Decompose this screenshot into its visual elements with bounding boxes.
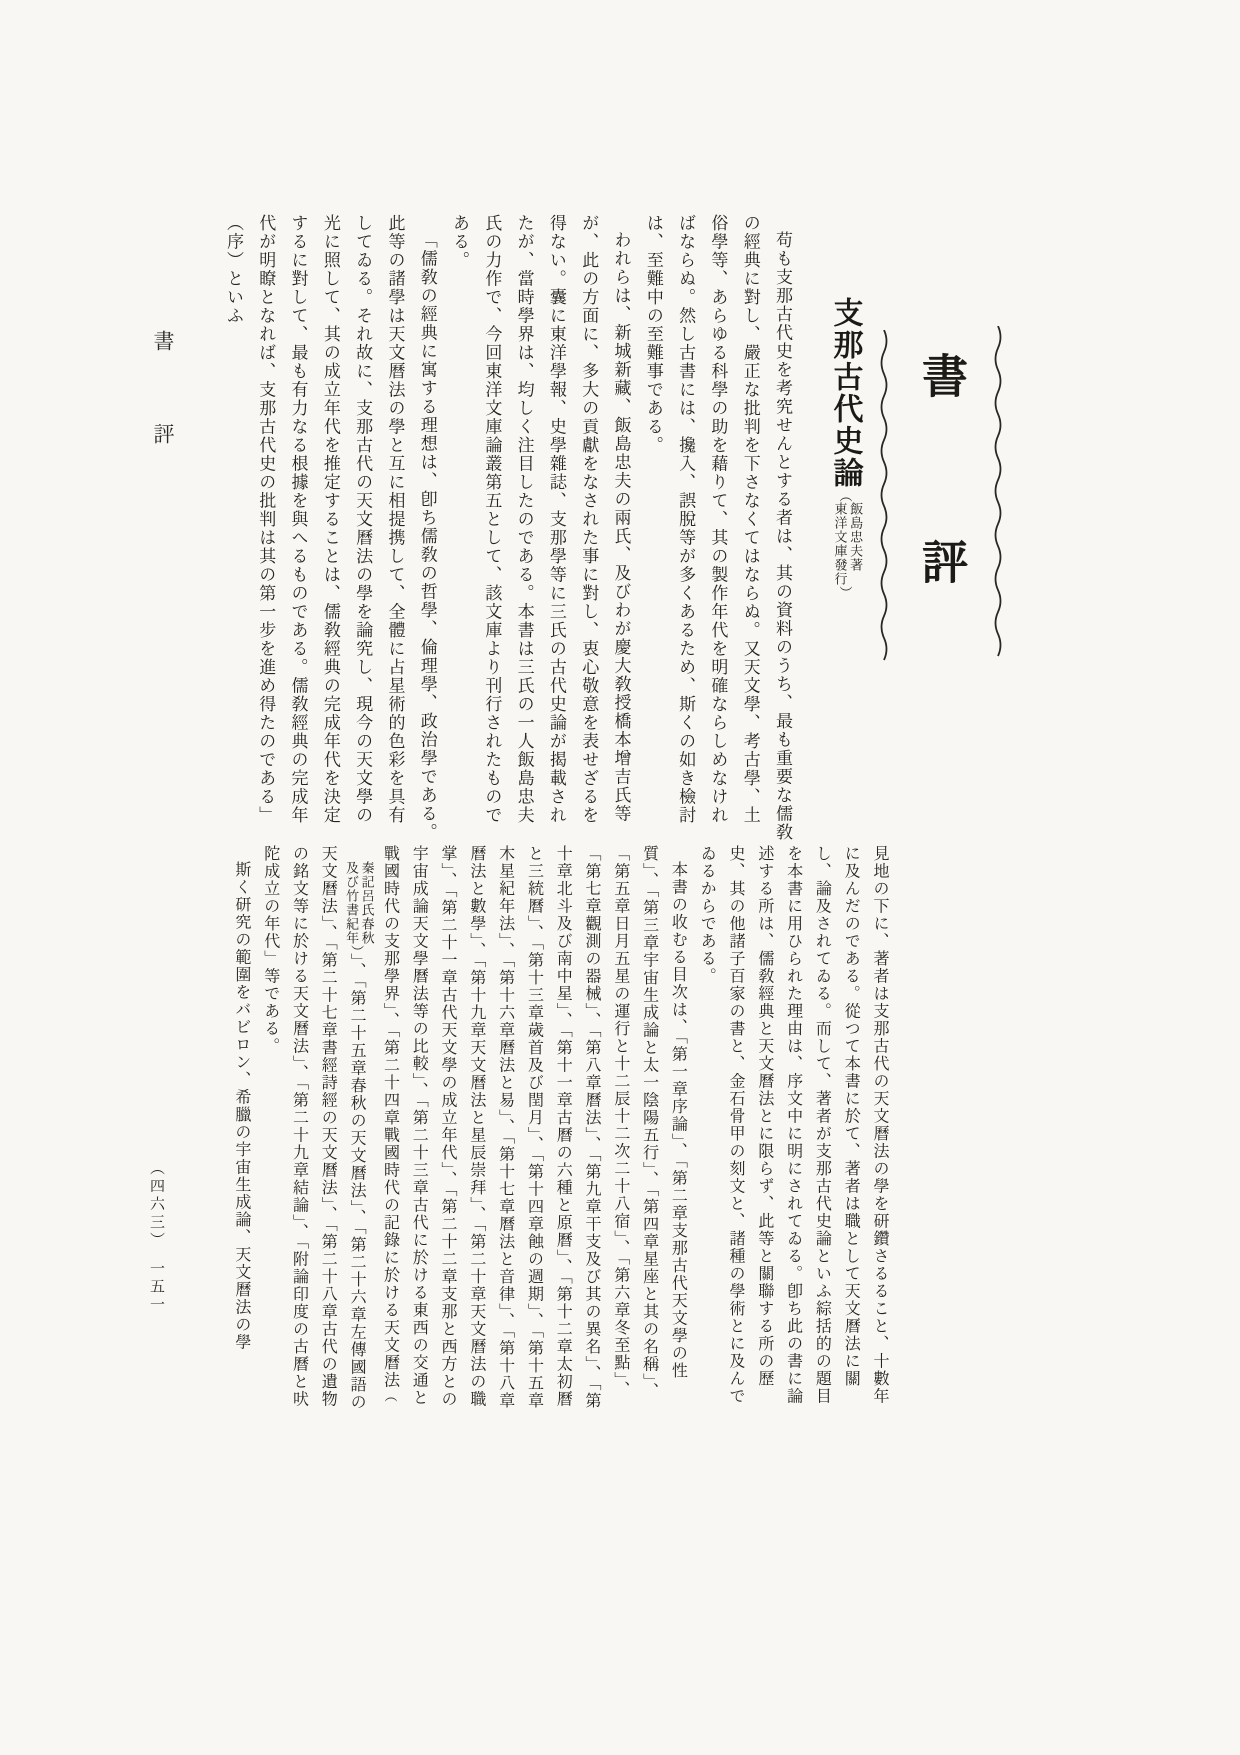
paragraph-3: 「儒敎の經典に寓する理想は、卽ち儒敎の哲學、倫理學、政治學である。此等の諸學は天文曆法の學と互に相提携して、全體に占星術的色彩を具有してゐる。それ故に、支那古代の天文曆法の學を論究し、現今の天文學の光に照して、其の成立年代を推定することは、儒敎經典の完成年代を決定するに對して、最も有力なる根據を與へるものである。儒敎經典の完成年代が明瞭となれば、支那古代史の批判は其の第一步を進め得たのである」（序）といふ: [223, 214, 437, 842]
book-title-note: [832, 489, 864, 599]
note-open-paren: （: [837, 489, 853, 502]
note-close-paren: ）: [837, 586, 853, 599]
book-title: 支那古代史論: [828, 297, 862, 489]
review-body-lower: [198, 845, 893, 1417]
note-publisher: 東洋文庫發行: [832, 502, 848, 586]
inline-note-close-paren: ）: [349, 945, 365, 953]
paragraph-1: 苟も支那古代史を考究せんとする者は、其の資料のうち、最も重要な儒敎の經典に對し、嚴正な批判を下さなくてはならぬ。又天文學、考古學、土俗學等、あらゆる科學の助を藉りて、其の製作年代を明確ならしめなければならぬ。然し古書には、攙入、誤脫等が多くあるため、斯くの如き檢討は、至難中の至難事である。: [643, 214, 792, 842]
note-columns: [832, 502, 863, 586]
paragraph-4: 見地の下に、著者は支那古代の天文曆法の學を研鑽さるること、十數年に及んだのである。從つて本書に於て、著者は職として天文曆法に關し、論及されてゐる。而して、著者が支那古代史論といふ綜括的の題目を本書に用ひられた理由は、序文中に明にされてゐる。卽ち此の書に論述する所は、儒敎經典と天文曆法とに限らず、此等と關聯する所の歷史、其の他諸子百家の書と、金石骨甲の刻文と、諸種の學術とに及んでゐるからである。: [698, 845, 888, 1405]
wavy-rule-right: [992, 326, 1004, 660]
toc-text-b: 」、「第二十五章春秋の天文曆法」、「第二十六章左傳國語の天文曆法」、「第二十七章書經詩經の天文曆法」、「第二十八章古代の遺物の銘文等に於ける天文曆法」、「第二十九章結論」、「附論印度の古曆と吠陀成立の年代」等である。: [261, 845, 366, 1411]
page-number: （四六三） 一五一: [148, 1160, 164, 1315]
section-masthead-title: 書 評: [916, 352, 967, 600]
paragraph-6: 斯く研究の範圍をバビロン、希臘の宇宙生成論、天文曆法の學: [232, 861, 250, 1351]
wavy-rule-left: [878, 330, 890, 664]
inline-note-open-paren: （: [382, 1389, 398, 1404]
note-author: 飯島忠夫著: [848, 502, 864, 572]
inline-note-line1: 秦記呂氏春秋: [359, 861, 375, 945]
paragraph-2: われらは、新城新藏、飯島忠夫の兩氏、及びわが慶大敎授橋本增吉氏等が、此の方面に、多大の貢獻をなされた事に對し、衷心敬意を表せざるを得ない。囊に東洋學報、史學雜誌、支那學等に三氏の古代史論が揭載されたが、當時學界は、均しく注目したのである。本書は三氏の一人飯島忠夫氏の力作で、今回東洋文庫論叢第五として、該文庫より刊行されたものである。: [450, 214, 631, 825]
inline-note-line2: 及び竹書紀年: [344, 861, 360, 945]
running-head: 書評: [151, 330, 175, 516]
inline-note-columns: [343, 845, 374, 945]
review-body-upper: [208, 214, 798, 842]
paragraph-5-toc: [255, 845, 692, 1417]
toc-text-a: 本書の收むる目次は、「第一章序論」、「第二章支那古代天文學の性質」、「第三章宇宙生成論と太一陰陽五行」、「第四章星座と其の名稱」、「第五章日月五星の運行と十二辰十二次二十八宿」、「第六章冬至點」、「第七章觀測の器械」、「第八章曆法」、「第九章干支及び其の異名」、「第十章北斗及び南中星」、「第十一章古曆の六種と原曆」、「第十二章太初曆と三統曆」、「第十三章歲首及び閏月」、「第十四章蝕の週期」、「第十五章木星紀年法」、「第十六章曆法と易」、「第十七章曆法と音律」、「第十八章曆法と數學」、「第十九章天文曆法と星辰崇拜」、「第二十章天文曆法の職掌」、「第二十一章古代天文學の成立年代」、「第二十二章支那と西方との宇宙成論天文學曆法等の比較」、「第二十三章古代に於ける東西の交通と戰國時代の支那學界」、「第二十四章戰國時代の記錄に於ける天文曆法: [381, 845, 687, 1410]
